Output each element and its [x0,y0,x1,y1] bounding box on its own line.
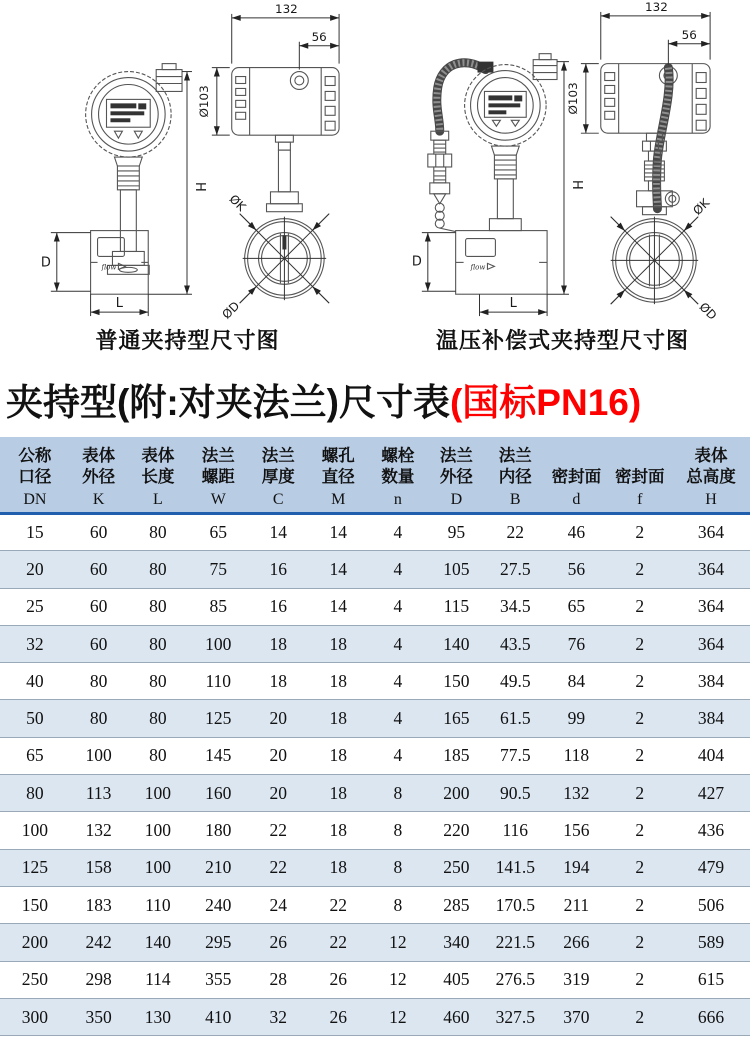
table-cell: 327.5 [485,998,545,1035]
table-cell: 340 [428,924,486,961]
dim-body-length: L [115,296,124,312]
table-cell: 2 [608,886,673,923]
table-cell: 76 [545,625,607,662]
column-header: 法兰 厚度 C [248,437,308,514]
table-cell: 2 [608,514,673,551]
dim-conduit-offset: 56 [681,27,697,42]
table-cell: 2 [608,998,673,1035]
table-cell: 8 [368,886,427,923]
table-cell: 116 [485,812,545,849]
table-cell: 370 [545,998,607,1035]
normal-clamp-figure [0,0,375,360]
table-cell: 80 [0,775,70,812]
table-cell: 65 [545,588,607,625]
table-cell: 60 [70,551,128,588]
table-cell: 100 [128,775,189,812]
dim-total-height: H [568,180,584,190]
table-cell: 20 [248,700,308,737]
table-cell: 165 [428,700,486,737]
table-cell: 100 [128,812,189,849]
table-cell: 140 [428,625,486,662]
table-cell: 8 [368,812,427,849]
table-cell: 80 [128,514,189,551]
table-cell: 80 [128,551,189,588]
table-cell: 364 [672,551,750,588]
table-cell: 20 [248,775,308,812]
table-cell: 14 [308,514,368,551]
table-row [0,514,750,551]
table-cell: 145 [188,737,248,774]
table-cell: 18 [308,812,368,849]
table-row [0,775,750,812]
column-header: 螺栓 数量 n [368,437,427,514]
table-cell: 141.5 [485,849,545,886]
table-cell: 46 [545,514,607,551]
table-cell: 34.5 [485,588,545,625]
dimension-drawings [0,0,750,360]
table-cell: 350 [70,998,128,1035]
table-cell: 84 [545,663,607,700]
table-cell: 90.5 [485,775,545,812]
table-cell: 180 [188,812,248,849]
table-cell: 4 [368,588,427,625]
table-cell: 60 [70,514,128,551]
dim-body-length: L [509,296,517,312]
table-cell: 355 [188,961,248,998]
table-cell: 8 [368,849,427,886]
column-header: 表体 总高度 H [672,437,750,514]
dimension-table-header-row [0,437,750,514]
table-cell: 20 [248,737,308,774]
table-cell: 26 [248,924,308,961]
column-header: 法兰 螺距 W [188,437,248,514]
table-cell: 8 [368,775,427,812]
dim-housing-dia: Ø103 [565,82,580,115]
dim-housing-dia: Ø103 [196,85,211,118]
table-row [0,663,750,700]
table-cell: 4 [368,663,427,700]
dim-bolt-circle: ØK [690,195,713,218]
table-cell: 12 [368,961,427,998]
table-cell: 125 [188,700,248,737]
dim-total-height: H [191,182,207,192]
table-cell: 18 [308,737,368,774]
table-cell: 16 [248,551,308,588]
table-cell: 110 [188,663,248,700]
table-cell: 99 [545,700,607,737]
table-cell: 319 [545,961,607,998]
table-cell: 18 [248,663,308,700]
table-cell: 80 [70,663,128,700]
table-cell: 364 [672,514,750,551]
table-cell: 460 [428,998,486,1035]
table-cell: 479 [672,849,750,886]
table-cell: 4 [368,551,427,588]
table-cell: 22 [248,849,308,886]
table-cell: 115 [428,588,486,625]
table-cell: 27.5 [485,551,545,588]
table-cell: 95 [428,514,486,551]
table-cell: 364 [672,625,750,662]
table-cell: 185 [428,737,486,774]
table-cell: 589 [672,924,750,961]
table-cell: 75 [188,551,248,588]
table-cell: 20 [0,551,70,588]
table-cell: 26 [308,961,368,998]
table-cell: 140 [128,924,189,961]
page-title-main: 夹持型(附:对夹法兰)尺寸表 [6,381,450,423]
table-cell: 125 [0,849,70,886]
table-cell: 14 [248,514,308,551]
dimension-table [0,437,750,1036]
table-cell: 427 [672,775,750,812]
compensated-clamp-drawing [375,0,750,328]
table-row [0,849,750,886]
table-cell: 384 [672,663,750,700]
table-cell: 405 [428,961,486,998]
table-cell: 220 [428,812,486,849]
table-cell: 118 [545,737,607,774]
column-header: 密封面 f [608,437,673,514]
table-cell: 22 [248,812,308,849]
table-cell: 2 [608,625,673,662]
table-cell: 384 [672,700,750,737]
table-cell: 25 [0,588,70,625]
table-cell: 77.5 [485,737,545,774]
table-cell: 80 [70,700,128,737]
table-cell: 250 [0,961,70,998]
table-cell: 130 [128,998,189,1035]
table-cell: 666 [672,998,750,1035]
table-cell: 18 [308,775,368,812]
table-cell: 211 [545,886,607,923]
table-row [0,924,750,961]
table-cell: 24 [248,886,308,923]
table-cell: 4 [368,700,427,737]
dim-flange-outer: ØD [219,298,243,322]
compensated-clamp-figure [375,0,750,360]
normal-clamp-drawing [0,0,375,328]
table-cell: 80 [128,737,189,774]
table-cell: 18 [308,700,368,737]
column-header: 公称 口径 DN [0,437,70,514]
table-cell: 4 [368,625,427,662]
table-cell: 26 [308,998,368,1035]
table-cell: 194 [545,849,607,886]
table-cell: 210 [188,849,248,886]
table-cell: 2 [608,961,673,998]
column-header: 螺孔 直径 M [308,437,368,514]
table-cell: 2 [608,551,673,588]
table-cell: 22 [485,514,545,551]
table-cell: 14 [308,551,368,588]
table-cell: 410 [188,998,248,1035]
table-cell: 4 [368,737,427,774]
table-cell: 615 [672,961,750,998]
table-cell: 114 [128,961,189,998]
table-cell: 105 [428,551,486,588]
dimension-table-body [0,514,750,1036]
table-cell: 300 [0,998,70,1035]
table-row [0,886,750,923]
table-cell: 12 [368,998,427,1035]
table-cell: 80 [128,588,189,625]
table-cell: 2 [608,849,673,886]
column-header: 法兰 内径 B [485,437,545,514]
table-cell: 150 [0,886,70,923]
table-cell: 15 [0,514,70,551]
compensated-clamp-caption: 温压补偿式夹持型尺寸图 [435,328,689,353]
table-cell: 80 [128,625,189,662]
table-cell: 2 [608,775,673,812]
table-cell: 100 [188,625,248,662]
table-row [0,551,750,588]
table-cell: 22 [308,886,368,923]
dim-housing-width: 132 [645,0,668,14]
table-cell: 60 [70,588,128,625]
table-cell: 242 [70,924,128,961]
table-cell: 295 [188,924,248,961]
table-cell: 110 [128,886,189,923]
table-cell: 18 [308,625,368,662]
table-cell: 506 [672,886,750,923]
table-cell: 266 [545,924,607,961]
table-cell: 150 [428,663,486,700]
table-cell: 160 [188,775,248,812]
table-cell: 18 [308,849,368,886]
table-cell: 40 [0,663,70,700]
table-row [0,998,750,1035]
table-cell: 285 [428,886,486,923]
table-cell: 43.5 [485,625,545,662]
table-cell: 32 [0,625,70,662]
table-row [0,737,750,774]
table-cell: 200 [0,924,70,961]
table-cell: 132 [545,775,607,812]
table-cell: 2 [608,700,673,737]
dim-body-height: D [411,254,422,270]
table-cell: 18 [248,625,308,662]
column-header: 表体 长度 L [128,437,189,514]
table-cell: 28 [248,961,308,998]
table-cell: 200 [428,775,486,812]
table-cell: 56 [545,551,607,588]
page-title [0,360,750,437]
table-cell: 80 [128,663,189,700]
table-cell: 65 [0,737,70,774]
table-cell: 12 [368,924,427,961]
table-cell: 113 [70,775,128,812]
table-cell: 221.5 [485,924,545,961]
dim-bolt-circle: ØK [226,191,249,214]
table-cell: 158 [70,849,128,886]
table-row [0,961,750,998]
dim-flange-outer: ØD [696,299,720,323]
table-cell: 14 [308,588,368,625]
table-cell: 183 [70,886,128,923]
page-title-standard: (国标PN16) [449,381,642,423]
table-cell: 170.5 [485,886,545,923]
dim-body-height: D [40,255,51,271]
table-cell: 2 [608,588,673,625]
table-cell: 250 [428,849,486,886]
table-cell: 100 [128,849,189,886]
table-row [0,812,750,849]
table-cell: 18 [308,663,368,700]
table-cell: 61.5 [485,700,545,737]
table-cell: 32 [248,998,308,1035]
normal-clamp-caption: 普通夹持型尺寸图 [95,328,280,353]
table-cell: 85 [188,588,248,625]
column-header: 法兰 外径 D [428,437,486,514]
table-cell: 132 [70,812,128,849]
table-cell: 16 [248,588,308,625]
table-cell: 80 [128,700,189,737]
flow-label: flow [101,263,117,272]
table-cell: 22 [308,924,368,961]
table-cell: 276.5 [485,961,545,998]
table-cell: 298 [70,961,128,998]
table-cell: 2 [608,663,673,700]
table-cell: 156 [545,812,607,849]
column-header: 密封面 d [545,437,607,514]
table-cell: 2 [608,812,673,849]
table-cell: 2 [608,737,673,774]
table-cell: 60 [70,625,128,662]
dim-housing-width: 132 [275,1,298,16]
table-cell: 364 [672,588,750,625]
table-cell: 100 [70,737,128,774]
flow-label: flow [470,263,486,272]
table-row [0,700,750,737]
table-cell: 4 [368,514,427,551]
table-cell: 100 [0,812,70,849]
column-header: 表体 外径 K [70,437,128,514]
table-cell: 240 [188,886,248,923]
table-cell: 436 [672,812,750,849]
dim-conduit-offset: 56 [311,29,327,44]
table-cell: 49.5 [485,663,545,700]
table-cell: 2 [608,924,673,961]
table-row [0,588,750,625]
table-cell: 65 [188,514,248,551]
table-row [0,625,750,662]
table-cell: 50 [0,700,70,737]
table-cell: 404 [672,737,750,774]
